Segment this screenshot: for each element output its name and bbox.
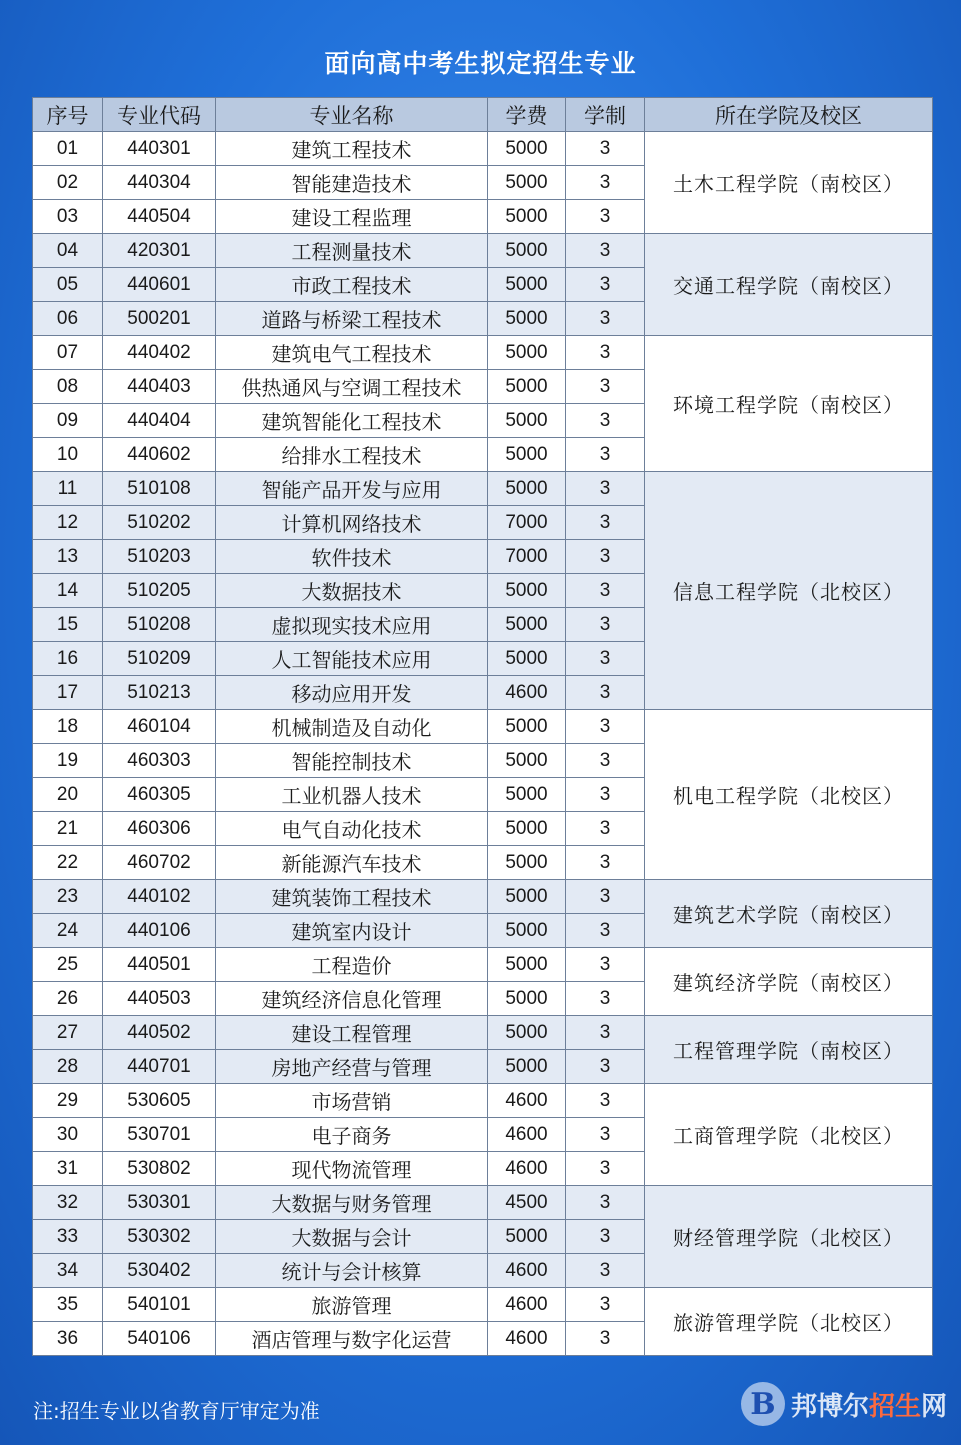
major-name-cell: 智能控制技术 [216, 744, 488, 778]
brand-text-main: 邦博尔 [790, 1391, 869, 1422]
row-index-cell: 25 [33, 948, 103, 982]
major-name-cell: 工业机器人技术 [216, 778, 488, 812]
major-code-cell: 440403 [103, 370, 216, 404]
row-index-cell: 16 [33, 642, 103, 676]
tuition-cell: 5000 [488, 336, 566, 370]
major-name-cell: 建设工程管理 [216, 1016, 488, 1050]
row-index-cell: 26 [33, 982, 103, 1016]
tuition-cell: 5000 [488, 608, 566, 642]
major-name-cell: 建筑工程技术 [216, 132, 488, 166]
tuition-cell: 4600 [488, 1084, 566, 1118]
table-row [33, 948, 933, 982]
major-code-cell: 440301 [103, 132, 216, 166]
duration-cell: 3 [566, 132, 645, 166]
tuition-cell: 5000 [488, 472, 566, 506]
row-index-cell: 10 [33, 438, 103, 472]
major-name-cell: 建筑智能化工程技术 [216, 404, 488, 438]
major-code-cell: 440304 [103, 166, 216, 200]
major-name-cell: 市政工程技术 [216, 268, 488, 302]
page-title: 面向高中考生拟定招生专业 [324, 49, 637, 78]
header-index: 序号 [33, 98, 103, 132]
duration-cell: 3 [566, 1288, 645, 1322]
major-name-cell: 现代物流管理 [216, 1152, 488, 1186]
major-code-cell: 540106 [103, 1322, 216, 1356]
major-name-cell: 建筑经济信息化管理 [216, 982, 488, 1016]
tuition-cell: 5000 [488, 574, 566, 608]
row-index-cell: 20 [33, 778, 103, 812]
tuition-cell: 4600 [488, 1322, 566, 1356]
major-name-cell: 计算机网络技术 [216, 506, 488, 540]
duration-cell: 3 [566, 1050, 645, 1084]
major-code-cell: 460702 [103, 846, 216, 880]
major-code-cell: 530605 [103, 1084, 216, 1118]
major-name-cell: 智能产品开发与应用 [216, 472, 488, 506]
college-campus-cell: 土木工程学院（南校区） [645, 132, 933, 234]
college-campus-cell: 工商管理学院（北校区） [645, 1084, 933, 1186]
tuition-cell: 5000 [488, 200, 566, 234]
brand-text-tail: 网 [920, 1391, 947, 1422]
tuition-cell: 4600 [488, 1254, 566, 1288]
major-code-cell: 440502 [103, 1016, 216, 1050]
tuition-cell: 5000 [488, 1220, 566, 1254]
tuition-cell: 5000 [488, 404, 566, 438]
row-index-cell: 18 [33, 710, 103, 744]
major-code-cell: 510108 [103, 472, 216, 506]
major-code-cell: 460104 [103, 710, 216, 744]
row-index-cell: 19 [33, 744, 103, 778]
duration-cell: 3 [566, 200, 645, 234]
row-index-cell: 06 [33, 302, 103, 336]
major-code-cell: 510205 [103, 574, 216, 608]
duration-cell: 3 [566, 302, 645, 336]
tuition-cell: 5000 [488, 268, 566, 302]
college-campus-cell: 信息工程学院（北校区） [645, 472, 933, 710]
major-code-cell: 530302 [103, 1220, 216, 1254]
tuition-cell: 5000 [488, 166, 566, 200]
row-index-cell: 32 [33, 1186, 103, 1220]
row-index-cell: 27 [33, 1016, 103, 1050]
major-code-cell: 530802 [103, 1152, 216, 1186]
tuition-cell: 5000 [488, 812, 566, 846]
row-index-cell: 03 [33, 200, 103, 234]
major-code-cell: 500201 [103, 302, 216, 336]
major-code-cell: 440106 [103, 914, 216, 948]
major-name-cell: 人工智能技术应用 [216, 642, 488, 676]
major-name-cell: 智能建造技术 [216, 166, 488, 200]
major-name-cell: 道路与桥梁工程技术 [216, 302, 488, 336]
row-index-cell: 30 [33, 1118, 103, 1152]
major-code-cell: 510203 [103, 540, 216, 574]
duration-cell: 3 [566, 642, 645, 676]
college-campus-cell: 环境工程学院（南校区） [645, 336, 933, 472]
header-duration: 学制 [566, 98, 645, 132]
row-index-cell: 08 [33, 370, 103, 404]
duration-cell: 3 [566, 336, 645, 370]
major-code-cell: 510209 [103, 642, 216, 676]
row-index-cell: 14 [33, 574, 103, 608]
tuition-cell: 7000 [488, 506, 566, 540]
college-campus-cell: 工程管理学院（南校区） [645, 1016, 933, 1084]
major-code-cell: 420301 [103, 234, 216, 268]
table-row [33, 1186, 933, 1220]
major-code-cell: 440701 [103, 1050, 216, 1084]
college-campus-cell: 旅游管理学院（北校区） [645, 1288, 933, 1356]
footnote: 注:招生专业以省教育厅审定为准 [33, 1399, 320, 1423]
major-name-cell: 给排水工程技术 [216, 438, 488, 472]
duration-cell: 3 [566, 1152, 645, 1186]
row-index-cell: 34 [33, 1254, 103, 1288]
major-name-cell: 工程测量技术 [216, 234, 488, 268]
tuition-cell: 5000 [488, 744, 566, 778]
major-name-cell: 大数据技术 [216, 574, 488, 608]
table-header-row [33, 98, 933, 132]
major-name-cell: 电气自动化技术 [216, 812, 488, 846]
duration-cell: 3 [566, 166, 645, 200]
duration-cell: 3 [566, 404, 645, 438]
table-row [33, 1084, 933, 1118]
duration-cell: 3 [566, 812, 645, 846]
major-code-cell: 530402 [103, 1254, 216, 1288]
table-row [33, 472, 933, 506]
major-code-cell: 540101 [103, 1288, 216, 1322]
duration-cell: 3 [566, 540, 645, 574]
table-row [33, 132, 933, 166]
brand-text-accent: 招生 [868, 1391, 921, 1422]
major-code-cell: 460305 [103, 778, 216, 812]
college-campus-cell: 交通工程学院（南校区） [645, 234, 933, 336]
duration-cell: 3 [566, 438, 645, 472]
major-name-cell: 建筑装饰工程技术 [216, 880, 488, 914]
major-code-cell: 440102 [103, 880, 216, 914]
duration-cell: 3 [566, 370, 645, 404]
brand-logo-icon: B [741, 1382, 785, 1426]
duration-cell: 3 [566, 948, 645, 982]
major-code-cell: 510208 [103, 608, 216, 642]
tuition-cell: 5000 [488, 948, 566, 982]
major-name-cell: 建设工程监理 [216, 200, 488, 234]
row-index-cell: 33 [33, 1220, 103, 1254]
duration-cell: 3 [566, 744, 645, 778]
table-body [33, 132, 933, 1356]
table-row [33, 710, 933, 744]
row-index-cell: 29 [33, 1084, 103, 1118]
row-index-cell: 17 [33, 676, 103, 710]
header-code: 专业代码 [103, 98, 216, 132]
major-code-cell: 510213 [103, 676, 216, 710]
table-row [33, 880, 933, 914]
duration-cell: 3 [566, 914, 645, 948]
major-code-cell: 440601 [103, 268, 216, 302]
tuition-cell: 5000 [488, 778, 566, 812]
tuition-cell: 4600 [488, 1288, 566, 1322]
duration-cell: 3 [566, 982, 645, 1016]
major-name-cell: 移动应用开发 [216, 676, 488, 710]
duration-cell: 3 [566, 846, 645, 880]
duration-cell: 3 [566, 676, 645, 710]
tuition-cell: 4500 [488, 1186, 566, 1220]
row-index-cell: 02 [33, 166, 103, 200]
major-name-cell: 市场营销 [216, 1084, 488, 1118]
tuition-cell: 5000 [488, 880, 566, 914]
row-index-cell: 04 [33, 234, 103, 268]
major-name-cell: 虚拟现实技术应用 [216, 608, 488, 642]
row-index-cell: 22 [33, 846, 103, 880]
tuition-cell: 5000 [488, 1050, 566, 1084]
table-row [33, 1288, 933, 1322]
header-major-name: 专业名称 [216, 98, 488, 132]
tuition-cell: 5000 [488, 370, 566, 404]
tuition-cell: 5000 [488, 710, 566, 744]
row-index-cell: 24 [33, 914, 103, 948]
major-code-cell: 460303 [103, 744, 216, 778]
table-row [33, 234, 933, 268]
major-code-cell: 440404 [103, 404, 216, 438]
row-index-cell: 36 [33, 1322, 103, 1356]
tuition-cell: 5000 [488, 234, 566, 268]
row-index-cell: 28 [33, 1050, 103, 1084]
duration-cell: 3 [566, 710, 645, 744]
duration-cell: 3 [566, 1254, 645, 1288]
major-name-cell: 供热通风与空调工程技术 [216, 370, 488, 404]
header-tuition: 学费 [488, 98, 566, 132]
college-campus-cell: 机电工程学院（北校区） [645, 710, 933, 880]
major-code-cell: 460306 [103, 812, 216, 846]
row-index-cell: 13 [33, 540, 103, 574]
tuition-cell: 5000 [488, 914, 566, 948]
college-campus-cell: 建筑经济学院（南校区） [645, 948, 933, 1016]
duration-cell: 3 [566, 506, 645, 540]
duration-cell: 3 [566, 472, 645, 506]
table-row [33, 336, 933, 370]
row-index-cell: 07 [33, 336, 103, 370]
tuition-cell: 5000 [488, 438, 566, 472]
major-name-cell: 建筑室内设计 [216, 914, 488, 948]
watermark-brand [741, 1382, 947, 1426]
major-code-cell: 440501 [103, 948, 216, 982]
major-name-cell: 旅游管理 [216, 1288, 488, 1322]
tuition-cell: 5000 [488, 302, 566, 336]
major-name-cell: 机械制造及自动化 [216, 710, 488, 744]
duration-cell: 3 [566, 268, 645, 302]
major-code-cell: 440602 [103, 438, 216, 472]
tuition-cell: 5000 [488, 982, 566, 1016]
major-name-cell: 统计与会计核算 [216, 1254, 488, 1288]
duration-cell: 3 [566, 608, 645, 642]
major-name-cell: 酒店管理与数字化运营 [216, 1322, 488, 1356]
major-name-cell: 软件技术 [216, 540, 488, 574]
college-campus-cell: 建筑艺术学院（南校区） [645, 880, 933, 948]
row-index-cell: 35 [33, 1288, 103, 1322]
major-name-cell: 电子商务 [216, 1118, 488, 1152]
major-name-cell: 建筑电气工程技术 [216, 336, 488, 370]
college-campus-cell: 财经管理学院（北校区） [645, 1186, 933, 1288]
tuition-cell: 5000 [488, 642, 566, 676]
major-code-cell: 440504 [103, 200, 216, 234]
duration-cell: 3 [566, 880, 645, 914]
major-name-cell: 大数据与财务管理 [216, 1186, 488, 1220]
tuition-cell: 5000 [488, 1016, 566, 1050]
duration-cell: 3 [566, 1118, 645, 1152]
row-index-cell: 31 [33, 1152, 103, 1186]
major-name-cell: 大数据与会计 [216, 1220, 488, 1254]
tuition-cell: 5000 [488, 846, 566, 880]
tuition-cell: 7000 [488, 540, 566, 574]
row-index-cell: 05 [33, 268, 103, 302]
major-code-cell: 510202 [103, 506, 216, 540]
duration-cell: 3 [566, 1016, 645, 1050]
row-index-cell: 11 [33, 472, 103, 506]
duration-cell: 3 [566, 1322, 645, 1356]
table-row [33, 1016, 933, 1050]
duration-cell: 3 [566, 574, 645, 608]
tuition-cell: 4600 [488, 676, 566, 710]
major-code-cell: 440402 [103, 336, 216, 370]
row-index-cell: 15 [33, 608, 103, 642]
major-name-cell: 房地产经营与管理 [216, 1050, 488, 1084]
major-code-cell: 440503 [103, 982, 216, 1016]
tuition-cell: 5000 [488, 132, 566, 166]
duration-cell: 3 [566, 1186, 645, 1220]
majors-table [32, 97, 933, 1356]
row-index-cell: 23 [33, 880, 103, 914]
duration-cell: 3 [566, 778, 645, 812]
row-index-cell: 09 [33, 404, 103, 438]
row-index-cell: 01 [33, 132, 103, 166]
major-code-cell: 530701 [103, 1118, 216, 1152]
brand-text [791, 1386, 947, 1423]
row-index-cell: 12 [33, 506, 103, 540]
major-code-cell: 530301 [103, 1186, 216, 1220]
tuition-cell: 4600 [488, 1118, 566, 1152]
tuition-cell: 4600 [488, 1152, 566, 1186]
row-index-cell: 21 [33, 812, 103, 846]
header-college-campus: 所在学院及校区 [645, 98, 933, 132]
major-name-cell: 新能源汽车技术 [216, 846, 488, 880]
major-name-cell: 工程造价 [216, 948, 488, 982]
duration-cell: 3 [566, 234, 645, 268]
duration-cell: 3 [566, 1084, 645, 1118]
duration-cell: 3 [566, 1220, 645, 1254]
